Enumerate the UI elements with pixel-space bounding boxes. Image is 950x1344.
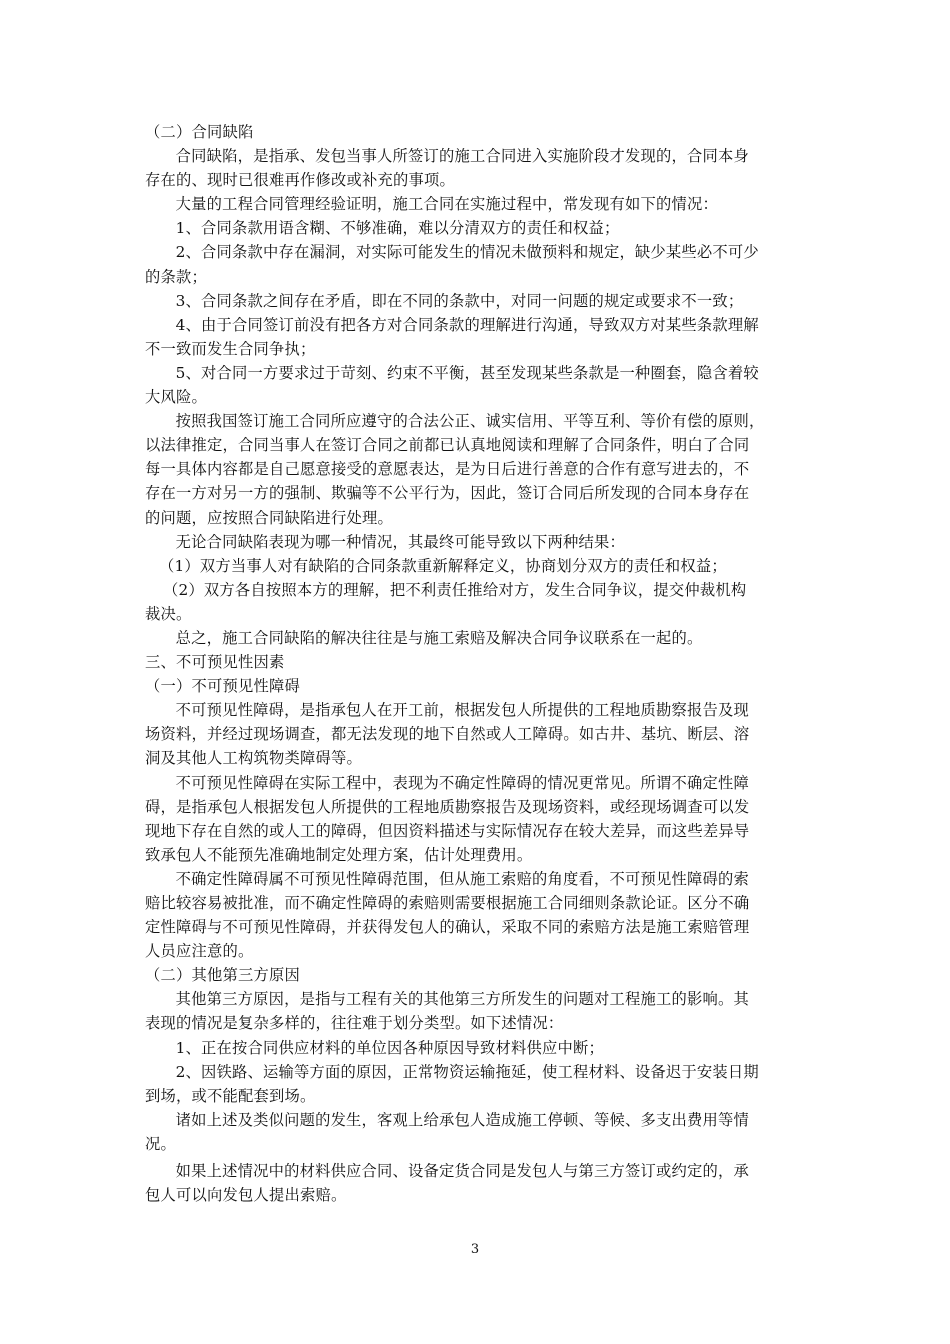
paragraph-claims-line4: 人员应注意的。	[145, 942, 254, 961]
paragraph-third-party-line2: 表现的情况是复杂多样的，往往难于划分类型。如下述情况：	[145, 1014, 564, 1033]
list-item-2-line2: 的条款；	[145, 267, 207, 286]
paragraph-experience: 大量的工程合同管理经验证明，施工合同在实施过程中，常发现有如下的情况：	[175, 195, 718, 214]
third-party-item-1: 1、正在按合同供应材料的单位因各种原因导致材料供应中断；	[175, 1038, 604, 1057]
paragraph-obstacle-def-line3: 洞及其他人工构筑物类障碍等。	[145, 749, 362, 768]
paragraph-definition-line1: 合同缺陷，是指承、发包当事人所签订的施工合同进入实施阶段才发现的，合同本身	[175, 147, 749, 166]
list-item-5-line1: 5、对合同一方要求过于苛刻、约束不平衡，甚至发现某些条款是一种圈套，隐含着较	[175, 363, 759, 382]
heading-unforeseeable-factors: 三、不可预见性因素	[145, 653, 285, 672]
list-item-3: 3、合同条款之间存在矛盾，即在不同的条款中，对同一问题的规定或要求不一致；	[175, 291, 744, 310]
paragraph-uncertain-line2: 碍，是指承包人根据发包人所提供的工程地质勘察报告及现场资料，或经现场调查可以发	[145, 797, 750, 816]
heading-unforeseeable-obstacles: （一）不可预见性障碍	[145, 677, 300, 696]
result-item-2-line2: 裁决。	[145, 604, 192, 623]
list-item-4-line2: 不一致而发生合同争执；	[145, 339, 316, 358]
paragraph-claims-line2: 赔比较容易被批准，而不确定性障碍的索赔则需要根据施工合同细则条款论证。区分不确	[145, 894, 750, 912]
paragraph-uncertain-line1: 不可预见性障碍在实际工程中，表现为不确定性障碍的情况更常见。所谓不确定性障	[175, 773, 749, 792]
paragraph-principle-line3: 每一具体内容都是自己愿意接受的意愿表达，是为日后进行善意的合作有意写进去的，不	[145, 460, 750, 479]
paragraph-uncertain-line3: 现地下存在自然的或人工的障碍，但因资料描述与实际情况存在较大差异，而这些差异导	[145, 821, 750, 840]
paragraph-summary: 总之，施工合同缺陷的解决往往是与施工索赔及解决合同争议联系在一起的。	[175, 628, 703, 647]
result-item-2-line1: （2）双方各自按照本方的理解，把不利责任推给对方，发生合同争议，提交仲裁机构	[163, 580, 747, 599]
page-number: 3	[470, 1242, 480, 1257]
paragraph-uncertain-line4: 致承包人不能预先准确地制定处理方案，估计处理费用。	[145, 845, 533, 864]
paragraph-principle-line5: 的问题，应按照合同缺陷进行处理。	[145, 508, 393, 527]
list-item-1: 1、合同条款用语含糊、不够准确，难以分清双方的责任和权益；	[175, 219, 620, 238]
paragraph-claims-line3: 定性障碍与不可预见性障碍，并获得发包人的确认，采取不同的索赔方法是施工索赔管理	[145, 918, 750, 937]
paragraph-consequence-line2: 况。	[145, 1134, 176, 1153]
paragraph-results: 无论合同缺陷表现为哪一种情况，其最终可能导致以下两种结果：	[175, 532, 626, 551]
paragraph-principle-line2: 以法律推定，合同当事人在签订合同之前都已认真地阅读和理解了合同条件，明白了合同	[145, 436, 750, 455]
paragraph-claim-line2: 包人可以向发包人提出索赔。	[145, 1186, 347, 1205]
document-body	[145, 120, 810, 1207]
third-party-item-2-line2: 到场，或不能配套到场。	[145, 1086, 316, 1105]
paragraph-principle-line4: 存在一方对另一方的强制、欺骗等不公平行为，因此，签订合同后所发现的合同本身存在	[145, 484, 750, 503]
heading-third-party: （二）其他第三方原因	[145, 966, 300, 985]
list-item-2-line1: 2、合同条款中存在漏洞，对实际可能发生的情况未做预料和规定，缺少某些必不可少	[175, 243, 759, 262]
paragraph-claims-line1: 不确定性障碍属不可预见性障碍范围，但从施工索赔的角度看，不可预见性障碍的索	[175, 869, 749, 888]
paragraph-obstacle-def-line1: 不可预见性障碍，是指承包人在开工前，根据发包人所提供的工程地质勘察报告及现	[175, 701, 749, 720]
paragraph-claim-line1: 如果上述情况中的材料供应合同、设备定货合同是发包人与第三方签订或约定的，承	[175, 1162, 749, 1181]
result-item-1: （1）双方当事人对有缺陷的合同条款重新解释定义，协商划分双方的责任和权益；	[159, 556, 727, 575]
paragraph-obstacle-def-line2: 场资料，并经过现场调查，都无法发现的地下自然或人工障碍。如古井、基坑、断层、溶	[145, 725, 750, 744]
paragraph-consequence-line1: 诸如上述及类似问题的发生，客观上给承包人造成施工停顿、等候、多支出费用等情	[175, 1110, 749, 1129]
heading-contract-defects: （二）合同缺陷	[145, 123, 254, 141]
list-item-5-line2: 大风险。	[145, 388, 207, 407]
third-party-item-2-line1: 2、因铁路、运输等方面的原因，正常物资运输拖延，使工程材料、设备迟于安装日期	[175, 1062, 759, 1081]
list-item-4-line1: 4、由于合同签订前没有把各方对合同条款的理解进行沟通，导致双方对某些条款理解	[175, 315, 759, 334]
paragraph-principle-line1: 按照我国签订施工合同所应遵守的合法公正、诚实信用、平等互利、等价有偿的原则，	[175, 412, 765, 431]
paragraph-third-party-line1: 其他第三方原因，是指与工程有关的其他第三方所发生的问题对工程施工的影响。其	[175, 990, 749, 1009]
paragraph-definition-line2: 存在的、现时已很难再作修改或补充的事项。	[145, 171, 455, 190]
